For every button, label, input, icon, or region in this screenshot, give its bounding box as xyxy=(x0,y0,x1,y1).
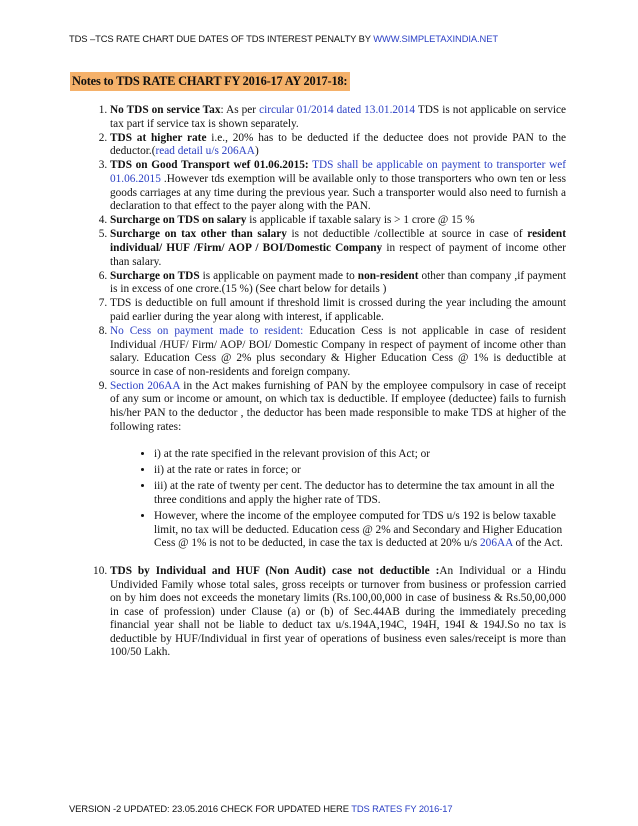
page-footer xyxy=(69,803,453,814)
note-5-text: is not deductible /collectible at source in case of xyxy=(286,228,528,241)
notes-list xyxy=(88,104,566,660)
header-text: TDS –TCS RATE CHART DUE DATES OF TDS INTEREST PENALTY BY xyxy=(69,33,374,44)
note-5-bold-2: resident individual/ HUF /Firm/ AOP / BOI/Domestic Company xyxy=(110,228,566,254)
note-9-text: in the Act makes furnishing of PAN by the employee compulsory in case of receipt of any sum or income or amount, on which tax is deductible. If employee (deductee) fails to furnish his/her PAN to the deductor , the deductor has been made responsible to make TDS at higher of the following rates: xyxy=(110,379,566,433)
bullet-item: • iii) at the rate of twenty per cent. The deductor has to determine the tax amount in all the three conditions and apply the higher rate of TDS. xyxy=(154,480,566,507)
note-3 xyxy=(110,159,566,213)
note-6-bold-2: non-resident xyxy=(357,269,419,282)
note-3-title: TDS on Good Transport wef 01.06.2015: xyxy=(110,159,309,172)
note-8 xyxy=(110,325,566,379)
note-1-title: No TDS on service Tax xyxy=(110,104,221,116)
bullet-item: • i) at the rate specified in the relevant provision of this Act; or xyxy=(154,448,566,462)
note-3-transport-link[interactable]: TDS shall be applicable on payment to transporter wef 01.06.2015 xyxy=(110,159,567,185)
notes-content xyxy=(88,104,566,661)
note-2-206aa-link[interactable]: read detail u/s 206AA xyxy=(155,145,255,158)
note-7-text: TDS is deductible on full amount if threshold limit is crossed during the year including the amount paid earlier during the year along with interest, if applicable. xyxy=(110,297,566,323)
note-1-text: : As per xyxy=(220,104,260,116)
header-link[interactable]: WWW.SIMPLETAXINDIA.NET xyxy=(373,33,498,44)
note-6-text-2: other than company ,if payment is in excess of one crore.(15 %) (See chart below for details ) xyxy=(110,269,566,296)
note-2-text-2: ) xyxy=(254,145,259,158)
note-10-title: TDS by Individual and HUF (Non Audit) case not deductible : xyxy=(110,564,440,577)
note-4-title: Surcharge on TDS on salary xyxy=(110,214,247,227)
note-5 xyxy=(110,228,566,269)
footer-link[interactable]: TDS RATES FY 2016-17 xyxy=(351,803,453,814)
note-1-text-2: TDS is not applicable on service tax part if service tax is shown separately. xyxy=(110,104,567,130)
note-8-no-cess-link[interactable]: No Cess on payment made to resident: xyxy=(110,325,304,337)
bullet-206aa-link[interactable]: 206AA xyxy=(480,537,513,550)
note-9-bullet-list xyxy=(138,448,566,551)
note-2 xyxy=(110,132,566,159)
note-2-title: TDS at higher rate xyxy=(110,131,207,144)
note-6 xyxy=(110,270,566,297)
note-9 xyxy=(110,380,566,551)
note-7 xyxy=(110,297,566,324)
bullet-text: However, where the income of the employee computed for TDS u/s 192 is below taxable limit, no tax will be deducted. Education cess @ 2% and Secondary and Higher Education Cess @ 1% is not to be deducted, in case the tax is deducted at 20% u/s xyxy=(154,510,563,550)
note-3-text: .However tds exemption will be available only to those transporters who own ten or less goods carriages at any time during the previous year. Such a transporter would also need to furnish a declaration to that effect to the payer along with the PAN. xyxy=(110,172,566,213)
note-10-text: An Individual or a Hindu Undivided Family whose total sales, gross receipts or turnover from business or profession carried on by him does not exceeds the monetary limits (Rs.100,00,000 in case of business & Rs.50,00,000 in case of profession) under Clause (a) or (b) of Sec.44AB during the immediately preceding financial year shall not be liable to deduct tax u/s.194A,194C, 194H, 194I & 194J.So no tax is deductible by HUF/Individual in first year of operations of business even sales/receipt is more than 100/50 Lakh. xyxy=(110,564,566,659)
section-heading: Notes to TDS RATE CHART FY 2016-17 AY 2017-18: xyxy=(70,72,350,91)
bullet-text-2: of the Act. xyxy=(512,537,563,550)
footer-text: VERSION -2 UPDATED: 23.05.2016 CHECK FOR UPDATED HERE xyxy=(69,803,352,814)
note-4-text: is applicable if taxable salary is > 1 crore @ 15 % xyxy=(246,214,475,227)
note-5-title: Surcharge on tax other than salary xyxy=(110,228,287,241)
note-5-text-2: in respect of payment of income other than salary. xyxy=(110,241,566,268)
bullet-item: • ii) at the rate or rates in force; or xyxy=(154,464,566,478)
note-10 xyxy=(110,565,566,660)
page-header xyxy=(69,33,498,44)
note-8-text: Education Cess is not applicable in case of resident Individual /HUF/ Firm/ AOP/ BOI/ Domestic Company in respect of payment of income other than salary. Education Cess @ 2% plus secondary & Higher Education Cess @ 1% is deductible at source in case of non-residents and foreign company. xyxy=(110,325,566,378)
note-1-circular-link[interactable]: circular 01/2014 dated 13.01.2014 xyxy=(259,104,415,116)
note-4 xyxy=(110,214,566,228)
note-6-title: Surcharge on TDS xyxy=(110,269,200,282)
bullet-item xyxy=(154,510,566,551)
note-6-text: is applicable on payment made to xyxy=(199,269,358,282)
note-9-section-206aa-link[interactable]: Section 206AA xyxy=(110,379,180,392)
note-2-text: i.e., 20% has to be deducted if the deductee does not provide PAN to the deductor.( xyxy=(110,131,567,158)
note-1 xyxy=(110,104,566,131)
